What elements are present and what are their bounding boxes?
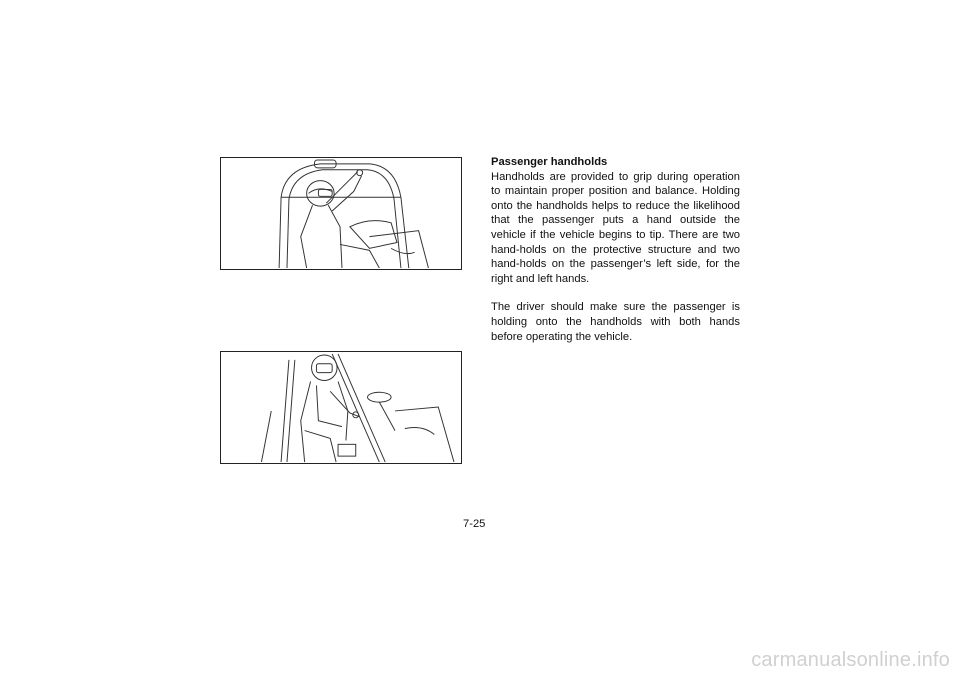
- illustration-passenger-gripping-side-handholds: [220, 351, 462, 464]
- paragraph-driver-instruction: The driver should make sure the passenger is holding onto the handholds with both hands before operating the vehicle.: [491, 301, 740, 343]
- section-heading: Passenger handholds: [491, 156, 608, 168]
- illustration-passenger-gripping-overhead-handhold: [220, 157, 462, 270]
- line-drawing-overhead-handhold: [221, 158, 461, 269]
- page-number: 7-25: [463, 518, 486, 530]
- watermark: carmanualsonline.info: [751, 649, 950, 671]
- paragraph-handholds-purpose: Handholds are provided to grip during operation to maintain proper position and balance. Holding onto the handholds helps to reduce the likelihood that the passenger puts a hand outside the vehicle if the vehicle begins to tip. There are two hand-holds on the protective structure and two hand-holds on the passenger’s left side, for the right and left hands.: [491, 170, 740, 285]
- handholds-text-column: [491, 155, 740, 358]
- line-drawing-side-handholds: [221, 352, 461, 463]
